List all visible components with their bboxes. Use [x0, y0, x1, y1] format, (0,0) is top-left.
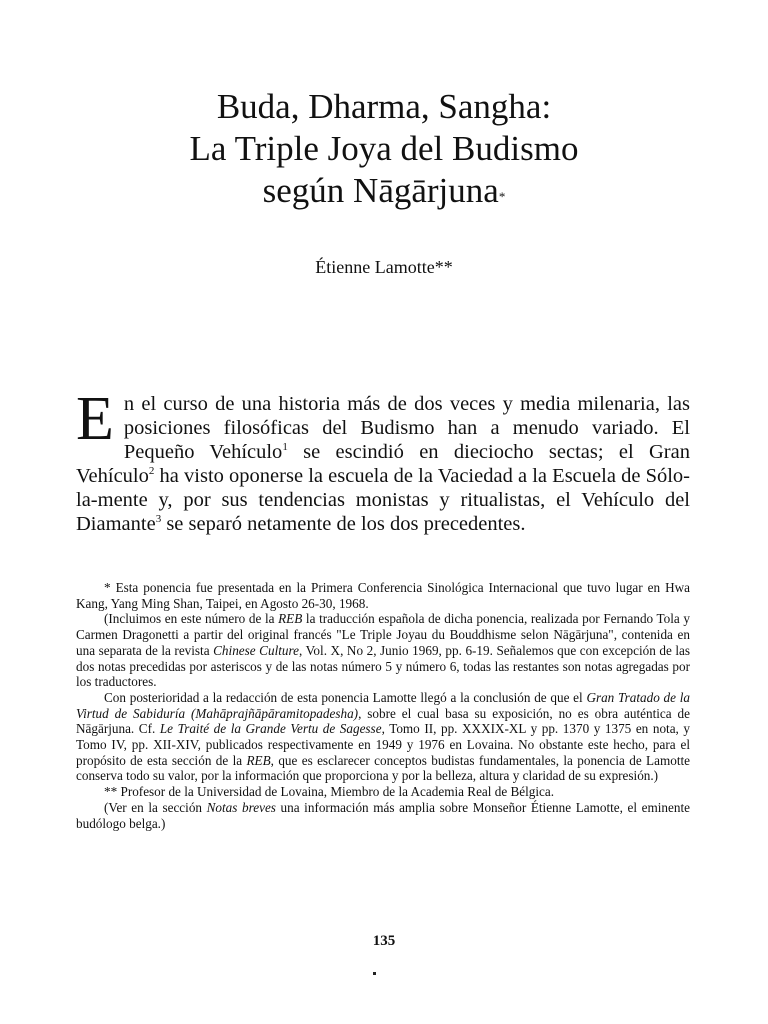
footnote-5-text-a: (Ver en la sección: [104, 799, 207, 815]
footnote-3-text-e: , Tomo II, pp. XXXIX-XL y pp. 1370 y 1375 en nota, y Tomo IV, pp. XII-XIV, publicados respectivamente en 1949 y 1976 en Lovaina. No obstante este hecho, para el propósito de esta sección de la: [76, 721, 691, 768]
footnote-3-text-c: , sobre el cual basa su exposición, no es obra auténtica de Nāgārjuna. Cf.: [76, 705, 691, 737]
footnote-2-text-e: , Vol. X, No 2, Junio 1969, pp. 6-19. Señalemos que con excepción de las dos notas precedidas por asteriscos y de las notas número 5 y número 6, todas las restantes son notas agregadas por los traductores.: [76, 642, 691, 690]
page-mark: [373, 972, 376, 975]
footnotes: [76, 580, 690, 831]
footnote-2-magazine: Chinese Culture: [213, 642, 299, 658]
footnote-3-text-a: Con posterioridad a la redacción de esta ponencia Lamotte llegó a la conclusión de que el: [104, 689, 587, 705]
title-line-2: La Triple Joya del Budismo: [189, 129, 579, 168]
footnote-2-text-a: (Incluimos en este número de la: [104, 611, 279, 627]
title-line-3: [0, 170, 768, 212]
footnote-3-journal: REB: [246, 752, 271, 768]
body-segment-1: n el curso de una historia más de dos veces y media milenaria, las posiciones filosóficas del Budismo han a menudo variado. El Pequeño Vehículo: [123, 393, 690, 463]
footnote-2: [76, 611, 690, 690]
drop-cap: E: [76, 385, 114, 453]
article-title: [0, 86, 768, 212]
footnote-5-section: Notas breves: [206, 799, 276, 815]
footnote-ref-3: 3: [155, 513, 162, 526]
author-name: Étienne Lamotte**: [315, 257, 453, 277]
footnote-3-book-title: Le Traité de la Grande Vertu de Sagesse: [159, 721, 382, 737]
body-paragraph: [76, 385, 690, 536]
body-segment-3: ha visto oponerse la escuela de la Vaciedad a la Escuela de Sólo-la-mente y, por sus tendencias monistas y ritualistas, el Vehículo del Diamante: [76, 465, 690, 535]
footnote-3: [76, 690, 690, 784]
body-segment-2: se escindió en dieciocho sectas; el Gran Vehículo: [76, 441, 690, 487]
title-line-1: Buda, Dharma, Sangha:: [216, 87, 552, 126]
footnote-3-work-title: Gran Tratado de la Virtud de Sabiduría (Mahāprajñāpāramitopadesha): [76, 689, 690, 721]
footnote-2-text-c: la traducción española de dicha ponencia, realizada por Fernando Tola y Carmen Dragonetti a partir del original francés "Le Triple Joyau du Bouddhisme selon Nāgārjuna", contenida en una separata de la revista: [76, 611, 690, 658]
footnote-ref-2: 2: [148, 465, 155, 478]
title-line-3-text: según Nāgārjuna: [262, 171, 499, 210]
footnote-3-text-g: , que es esclarecer conceptos budistas fundamentales, la ponencia de Lamotte conserva todo su valor, por la información que proporciona y por la belleza, altura y claridad de su expresión.): [76, 752, 690, 784]
page-number: 135: [372, 933, 396, 949]
footnote-2-journal: REB: [278, 611, 303, 627]
footnote-5-text-c: una información más amplia sobre Monseñor Étienne Lamotte, el eminente budólogo belga.): [76, 799, 690, 831]
footnote-4: ** Profesor de la Universidad de Lovaina, Miembro de la Academia Real de Bélgica.: [104, 784, 555, 800]
footnote-1: * Esta ponencia fue presentada en la Primera Conferencia Sinológica Internacional que tuvo lugar en Hwa Kang, Yang Ming Shan, Taipei, en Agosto 26-30, 1968.: [76, 580, 690, 611]
footnote-5: [76, 800, 690, 831]
title-footnote-marker: *: [498, 189, 506, 204]
body-segment-4: se separó netamente de los dos precedentes.: [161, 513, 526, 535]
footnote-ref-1: 1: [282, 441, 288, 454]
